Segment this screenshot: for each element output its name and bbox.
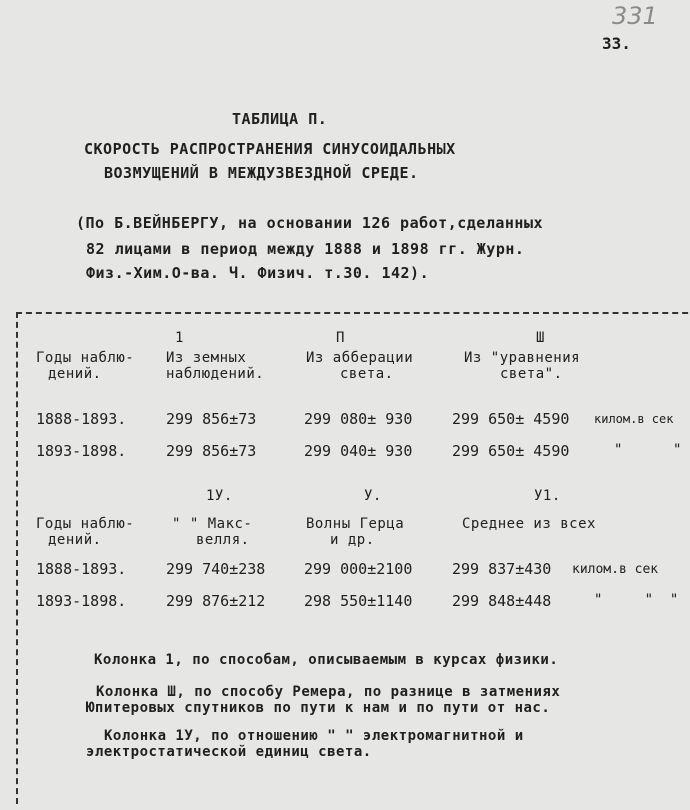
t1-row2-v1: 299 856±73 [166, 442, 257, 460]
t1-col1-header-l2: наблюдений. [166, 366, 265, 382]
t2-row1-v3: 299 837±430 [452, 560, 552, 578]
t2-col1-number: 1У. [206, 488, 233, 504]
t2-row1-unit: килом.в сек [572, 562, 659, 577]
t1-row1-unit: килом.в сек [594, 412, 674, 426]
note-col3-line1: Колонка Ш, по способу Ремера, по разнице в затмениях [96, 684, 561, 700]
t2-col2-header-l1: Волны Герца [306, 516, 405, 532]
t1-col3-header-l1: Из "уравнения [464, 350, 581, 366]
title-line-1: СКОРОСТЬ РАСПРОСТРАНЕНИЯ СИНУСОИДАЛЬНЫХ [84, 140, 456, 158]
t2-col2-number: У. [364, 488, 382, 504]
table-heading: ТАБЛИЦА П. [232, 110, 328, 128]
t1-row2-years: 1893-1898. [36, 442, 127, 460]
source-line-1: (По Б.ВЕЙНБЕРГУ, на основании 126 работ,сделанных [76, 214, 544, 232]
note-col4-line2: электростатической единиц света. [86, 744, 372, 760]
t2-col1-header-l1: " " Макс- [172, 516, 253, 532]
t2-col3-number: У1. [534, 488, 561, 504]
t2-row1-v1: 299 740±238 [166, 560, 266, 578]
note-col1: Колонка 1, по способам, описываемым в курсах физики. [94, 652, 559, 668]
handwritten-page-number: 331 [612, 2, 658, 30]
t1-col1-number: 1 [175, 330, 184, 346]
t2-col2-header-l2: и др. [330, 532, 375, 548]
t2-row2-v1: 299 876±212 [166, 592, 266, 610]
note-col3-line2: Юпитеровых спутников по пути к нам и по пути от нас. [86, 700, 551, 716]
t1-col3-number: Ш [536, 330, 545, 346]
source-line-2: 82 лицами в период между 1888 и 1898 гг. Журн. [86, 240, 525, 258]
t2-header-years-l2: дений. [48, 532, 102, 548]
t1-col1-header-l1: Из земных [166, 350, 247, 366]
title-line-2: ВОЗМУЩЕНИЙ В МЕЖДУЗВЕЗДНОЙ СРЕДЕ. [104, 164, 419, 182]
t2-row2-v3: 299 848±448 [452, 592, 552, 610]
t1-header-years-l2: дений. [48, 366, 102, 382]
t1-col2-header-l2: света. [340, 366, 394, 382]
source-line-3: Физ.-Хим.О-ва. Ч. Физич. т.30. 142). [86, 264, 430, 282]
note-col4-line1: Колонка 1У, по отношению " " электромагнитной и [104, 728, 524, 744]
t2-col3-header-l1: Среднее из всех [462, 516, 596, 532]
t1-header-years-l1: Годы наблю- [36, 350, 135, 366]
t2-row1-years: 1888-1893. [36, 560, 127, 578]
t1-row1-v1: 299 856±73 [166, 410, 257, 428]
t2-row2-v2: 298 550±1140 [304, 592, 413, 610]
t1-row1-v3: 299 650± 4590 [452, 410, 570, 428]
t1-row1-v2: 299 080± 930 [304, 410, 413, 428]
t2-row1-v2: 299 000±2100 [304, 560, 413, 578]
t1-row1-years: 1888-1893. [36, 410, 127, 428]
t1-row2-unit: " " [614, 442, 682, 458]
t1-col2-number: П [336, 330, 345, 346]
t1-col3-header-l2: света". [500, 366, 563, 382]
t1-row2-v2: 299 040± 930 [304, 442, 413, 460]
t2-header-years-l1: Годы наблю- [36, 516, 135, 532]
t1-row2-v3: 299 650± 4590 [452, 442, 570, 460]
t1-col2-header-l1: Из абберации [306, 350, 414, 366]
page-number: 33. [602, 34, 631, 53]
t2-row2-years: 1893-1898. [36, 592, 127, 610]
t2-row2-unit: " " " [594, 592, 679, 608]
t2-col1-header-l2: велля. [196, 532, 250, 548]
